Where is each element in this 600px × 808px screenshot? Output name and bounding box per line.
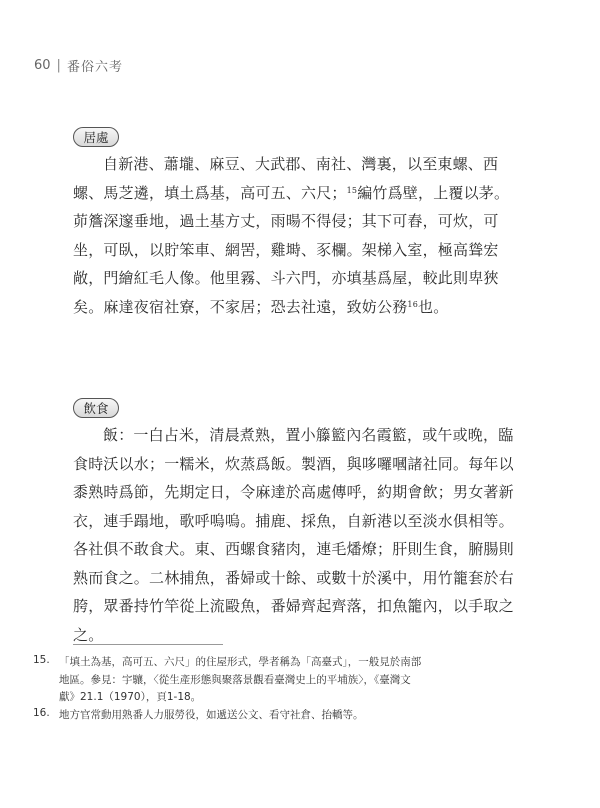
line-text: 螺、馬芝遴，填土爲基，高可五、六尺； <box>73 183 347 202</box>
line-text: 黍熟時爲節，先期定日，令麻達於高處傳呼，約期會飲；男女著新 <box>73 483 514 501</box>
line-text: 編竹爲壁，上覆以茅。 <box>357 183 510 202</box>
footnotes <box>33 654 523 724</box>
footnote-number: 15. <box>33 654 50 666</box>
line-text: 各社俱不敢食犬。東、西螺食豬肉，連毛燔燎；肝則生食，腑腸則 <box>73 540 514 558</box>
section-body-food <box>73 421 518 649</box>
section-tag-food: 飲食 <box>73 398 119 418</box>
book-title: 番俗六考 <box>66 60 123 75</box>
line-text: 茆簷深邃垂地，過土基方丈，雨暘不得侵；其下可舂，可炊，可 <box>73 212 499 230</box>
footnote-divider <box>73 644 223 645</box>
text-line <box>73 478 518 507</box>
running-header <box>34 56 123 75</box>
line-text: 坐，可臥，以貯笨車、網罟，雞塒、豕欄。架梯入室，極高聳宏 <box>73 240 499 259</box>
text-line <box>73 421 518 450</box>
footnote-15 <box>33 654 523 707</box>
footnote-number: 16. <box>33 706 50 719</box>
line-text: 衣，連手蹋地，歌呼嗚嗚。捕鹿、採魚，自新港以至淡水俱相等。 <box>73 511 514 530</box>
line-text: 也。 <box>418 297 449 316</box>
footnote-line: 地方官常動用熟番人力服勞役，如遞送公文、看守社倉、抬轎等。 <box>59 708 364 721</box>
text-line <box>73 207 518 236</box>
text-line <box>73 179 518 208</box>
text-line <box>73 564 518 593</box>
line-text: 矣。麻達夜宿社寮，不家居；恐去社遠，致妨公務 <box>73 297 408 316</box>
text-line <box>73 264 518 293</box>
page-number: 60 <box>34 58 51 73</box>
line-text: 敞，門繪紅毛人像。他里霧、斗六門，亦填基爲屋，較此則卑狹 <box>73 269 499 287</box>
footnote-ref: 15 <box>346 185 358 195</box>
section-body-residence <box>73 150 518 321</box>
text-line <box>73 150 518 179</box>
line-text: 胯，眾番持竹竿從上流毆魚，番婦齊起齊落，扣魚籠內，以手取之 <box>73 597 514 615</box>
text-line <box>73 592 518 621</box>
text-line <box>73 535 518 564</box>
line-text: 食時沃以水；一糯米，炊蒸爲飯。製酒，與哆囉嘓諸社同。每年以 <box>73 454 514 473</box>
footnote-line: 獻》21.1（1970），頁1-18。 <box>59 691 202 703</box>
footnote-ref: 16 <box>407 299 418 309</box>
text-line <box>73 507 518 536</box>
line-text: 自新港、蕭壠、麻豆、大武郡、南社、灣裏，以至東螺、西 <box>103 155 499 173</box>
header-separator: | <box>56 58 61 73</box>
footnote-16 <box>33 707 523 725</box>
text-line <box>73 236 518 265</box>
text-line <box>73 293 518 322</box>
line-text: 熟而食之。二林捕魚，番婦或十餘、或數十於溪中，用竹籠套於右 <box>73 568 514 587</box>
line-text: 之。 <box>73 625 104 644</box>
text-line <box>73 450 518 479</box>
footnote-line: 地區。參見：宇驤，〈從生產形態與聚落景觀看臺灣史上的平埔族〉，《臺灣文 <box>59 673 411 686</box>
footnote-line: 「填土為基，高可五、六尺」的住屋形式，學者稱為「高臺式」，一般見於南部 <box>59 656 422 668</box>
line-text: 飯：一白占米，清晨煮熟，置小籐籃內名霞籃，或午或晚，臨 <box>103 426 514 444</box>
section-tag-residence: 居處 <box>73 127 119 147</box>
